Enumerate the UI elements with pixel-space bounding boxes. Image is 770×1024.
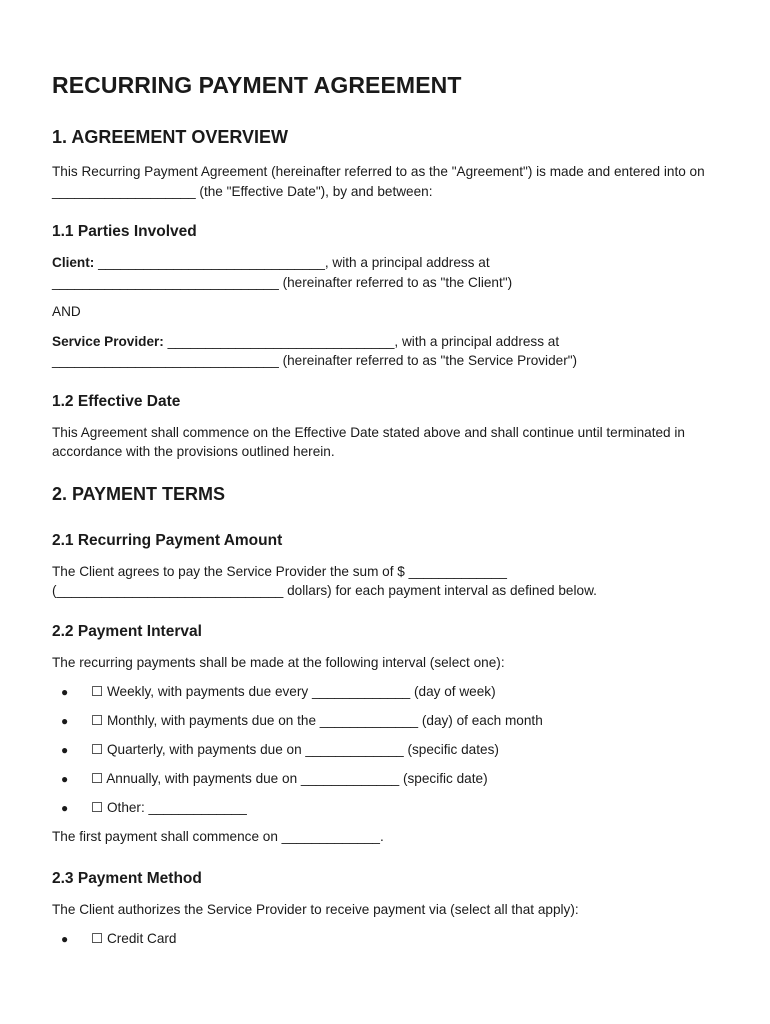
payment-method-intro: The Client authorizes the Service Provider to receive payment via (select all that apply): (52, 901, 579, 917)
option-label: ☐ Quarterly, with payments due on _____________ (specific dates) (91, 742, 499, 758)
effective-date-heading: 1.2 Effective Date (52, 392, 181, 410)
payment-method-options (52, 929, 710, 949)
document-title: RECURRING PAYMENT AGREEMENT (52, 72, 462, 98)
parties-involved-heading: 1.1 Parties Involved (52, 223, 197, 240)
section-2-heading: 2. PAYMENT TERMS (52, 483, 226, 504)
interval-option-other[interactable] (52, 798, 710, 818)
interval-option-quarterly[interactable] (52, 740, 710, 760)
option-label: ☐ Annually, with payments due on _____________ (specific date) (91, 771, 488, 787)
service-provider-label: Service Provider: (52, 333, 164, 349)
option-label: ☐ Weekly, with payments due every _____________ (day of week) (91, 684, 496, 699)
bullet-icon: ● (61, 743, 69, 758)
bullet-icon: ● (61, 772, 69, 787)
client-paragraph (52, 253, 710, 292)
bullet-icon: ● (61, 801, 69, 816)
bullet-icon: ● (61, 932, 69, 947)
option-label: ☐ Monthly, with payments due on the _____________ (day) of each month (91, 713, 543, 729)
client-label: Client: (52, 255, 95, 270)
bullet-icon: ● (61, 714, 69, 729)
client-text: ______________________________, with a principal address at ______________________________ (hereinafter referred to as "the Client") (52, 255, 513, 290)
payment-interval-heading: 2.2 Payment Interval (52, 622, 202, 640)
payment-interval-intro: The recurring payments shall be made at the following interval (select one): (52, 654, 505, 670)
interval-option-monthly[interactable] (52, 711, 710, 731)
payment-interval-options (52, 682, 710, 818)
interval-option-annually[interactable] (52, 769, 710, 789)
section-1-heading: 1. AGREEMENT OVERVIEW (52, 127, 289, 147)
option-label: ☐ Other: _____________ (91, 800, 247, 816)
effective-date-paragraph: This Agreement shall commence on the Effective Date stated above and shall continue until terminated in accordance with the provisions outlined herein. (52, 424, 685, 459)
payment-method-heading: 2.3 Payment Method (52, 869, 202, 887)
service-provider-text: ______________________________, with a principal address at ______________________________ (hereinafter referred to as "the Service Provider") (52, 333, 578, 368)
bullet-icon: ● (61, 685, 69, 699)
agreement-intro-paragraph: This Recurring Payment Agreement (hereinafter referred to as the "Agreement") is made and entered into on ___________________ (the "Effective Date"), by and between: (52, 164, 705, 199)
service-provider-paragraph (52, 332, 710, 371)
first-payment-paragraph: The first payment shall commence on _____________. (52, 829, 384, 845)
method-option-credit-card[interactable] (52, 929, 710, 949)
payment-amount-paragraph: The Client agrees to pay the Service Provider the sum of $ _____________ (______________________________ dollars) for each payment interval as defined below. (52, 563, 597, 598)
and-text: AND (52, 304, 81, 319)
option-label: ☐ Credit Card (91, 931, 177, 947)
payment-amount-heading: 2.1 Recurring Payment Amount (52, 531, 283, 549)
interval-option-weekly[interactable] (52, 682, 710, 702)
